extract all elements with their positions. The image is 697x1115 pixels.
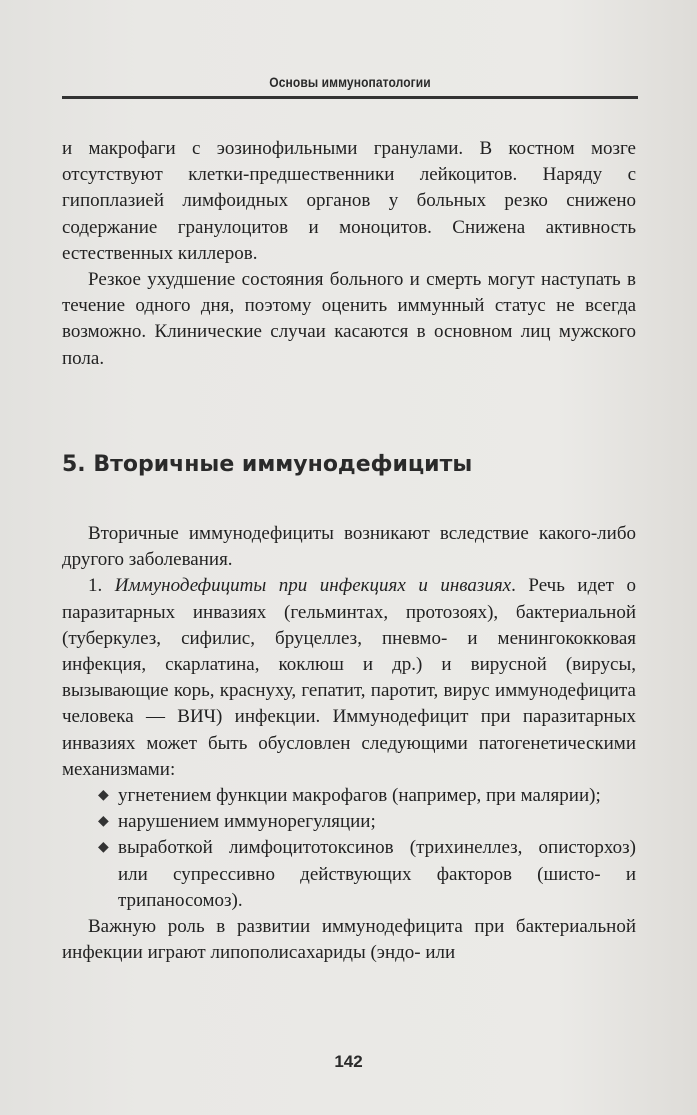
text-block-top	[62, 136, 636, 372]
page-number: 142	[334, 1052, 363, 1071]
section-heading: 5. Вторичные иммунодефициты	[62, 452, 473, 477]
diamond-bullet-icon: ◆	[98, 788, 109, 804]
item-body: . Речь идет о паразитарных инвазиях (гельминтах, протозоях), бактериальной (туберкулез, сифилис, бруцеллез, пневмо- и менингококковая инфекция, скарлатина, коклюш и др.) и вирусной (вирусы, вызывающие корь, краснуху, гепатит, паротит, вирус иммунодефицита человека — ВИЧ) инфекции. Иммунодефицит при паразитарных инвазиях может быть обусловлен следующими патогенетическими механизмами:	[62, 575, 636, 780]
list-item	[62, 809, 636, 835]
diamond-bullet-icon: ◆	[98, 814, 109, 830]
running-header: Основы иммунопатологии	[269, 74, 431, 90]
diamond-bullet-icon: ◆	[98, 840, 109, 856]
paragraph-intro: Вторичные иммунодефициты возникают вследствие какого-либо другого заболевания.	[62, 523, 636, 571]
paragraph-continuation: и макрофаги с эозинофильными гранулами. В костном мозге отсутствуют клетки-предшественники лейкоцитов. Наряду с гипоплазией лимфоидных органов у больных резко снижено содержание гранулоцитов и моноцитов. Снижена активность естественных киллеров.	[62, 138, 636, 264]
paragraph-bacterial: Важную роль в развитии иммунодефицита при бактериальной инфекции играют липополисахариды (эндо- или	[62, 916, 636, 964]
mechanism-list	[62, 783, 636, 914]
text-block-section	[62, 521, 636, 966]
header-rule	[62, 96, 638, 99]
list-item	[62, 835, 636, 914]
paragraph-prognosis: Резкое ухудшение состояния больного и смерть могут наступать в течение одного дня, поэтому оценить иммунный статус не всегда возможно. Клинические случаи касаются в основном лиц мужского пола.	[62, 269, 636, 369]
item-title-italic: Иммунодефициты при инфекциях и инвазиях	[114, 575, 512, 597]
list-item-text: выработкой лимфоцитотоксинов (трихинеллез, описторхоз) или супрессивно действующих факторов (шисто- и трипаносомоз).	[118, 837, 636, 911]
item-number: 1.	[88, 575, 115, 597]
list-item-text: угнетением функции макрофагов (например, при малярии);	[118, 785, 601, 807]
list-item	[62, 783, 636, 809]
list-item-text: нарушением иммунорегуляции;	[118, 811, 376, 833]
paragraph-infections	[62, 573, 636, 783]
